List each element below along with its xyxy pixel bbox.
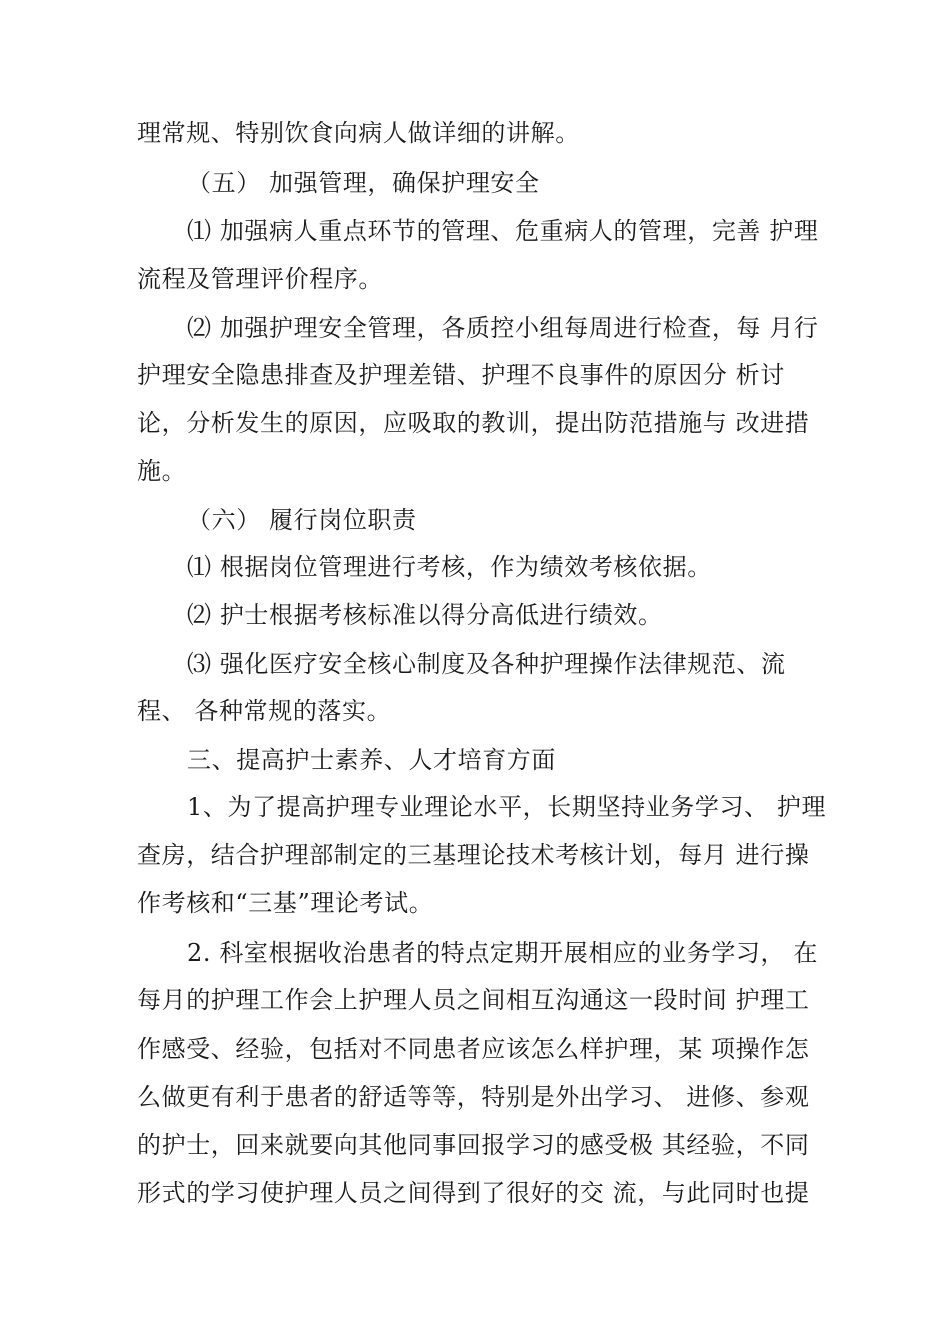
text-line: 理常规、特别饮食向病人做详细的讲解。 [137, 119, 580, 147]
text-line: 护理安全隐患排查及护理差错、护理不良事件的原因分 析讨 [137, 361, 785, 389]
text-line: 1、为了提高护理专业理论水平，长期坚持业务学习、 护理 [187, 793, 827, 821]
section-heading: （五） 加强管理，确保护理安全 [187, 169, 540, 197]
text-line: 查房，结合护理部制定的三基理论技术考核计划，每月 进行操 [137, 841, 810, 869]
text-line: ⑵ 加强护理安全管理，各质控小组每周进行检查，每 月行 [187, 314, 819, 342]
text-line: 么做更有利于患者的舒适等等，特别是外出学习、 进修、参观 [137, 1083, 810, 1111]
section-heading: 三、提高护士素养、人才培育方面 [187, 746, 556, 774]
text-line: ⑵ 护士根据考核标准以得分高低进行绩效。 [187, 601, 663, 629]
text-line: 的护士，回来就要向其他同事回报学习的感受极 其经验，不同 [137, 1131, 810, 1159]
text-line: ⑴ 加强病人重点环节的管理、危重病人的管理，完善 护理 [187, 217, 819, 245]
text-line: 程、 各种常规的落实。 [137, 697, 392, 725]
text-line: ⑶ 强化医疗安全核心制度及各种护理操作法律规范、流 [187, 650, 786, 678]
text-line: 2. 科室根据收治患者的特点定期开展相应的业务学习， 在 [187, 939, 818, 967]
text-line: 作考核和“三基”理论考试。 [137, 889, 434, 917]
text-line: 论，分析发生的原因，应吸取的教训，提出防范措施与 改进措 [137, 409, 810, 437]
text-line: 流程及管理评价程序。 [137, 265, 383, 293]
text-line: 每月的护理工作会上护理人员之间相互沟通这一段时间 护理工 [137, 986, 810, 1014]
text-line: 施。 [137, 457, 187, 485]
text-line: 作感受、经验，包括对不同患者应该怎么样护理，某 项操作怎 [137, 1035, 810, 1063]
text-line: 形式的学习使护理人员之间得到了很好的交 流，与此同时也提 [137, 1179, 810, 1207]
text-line: ⑴ 根据岗位管理进行考核，作为绩效考核依据。 [187, 553, 712, 581]
section-heading: （六） 履行岗位职责 [187, 506, 417, 534]
